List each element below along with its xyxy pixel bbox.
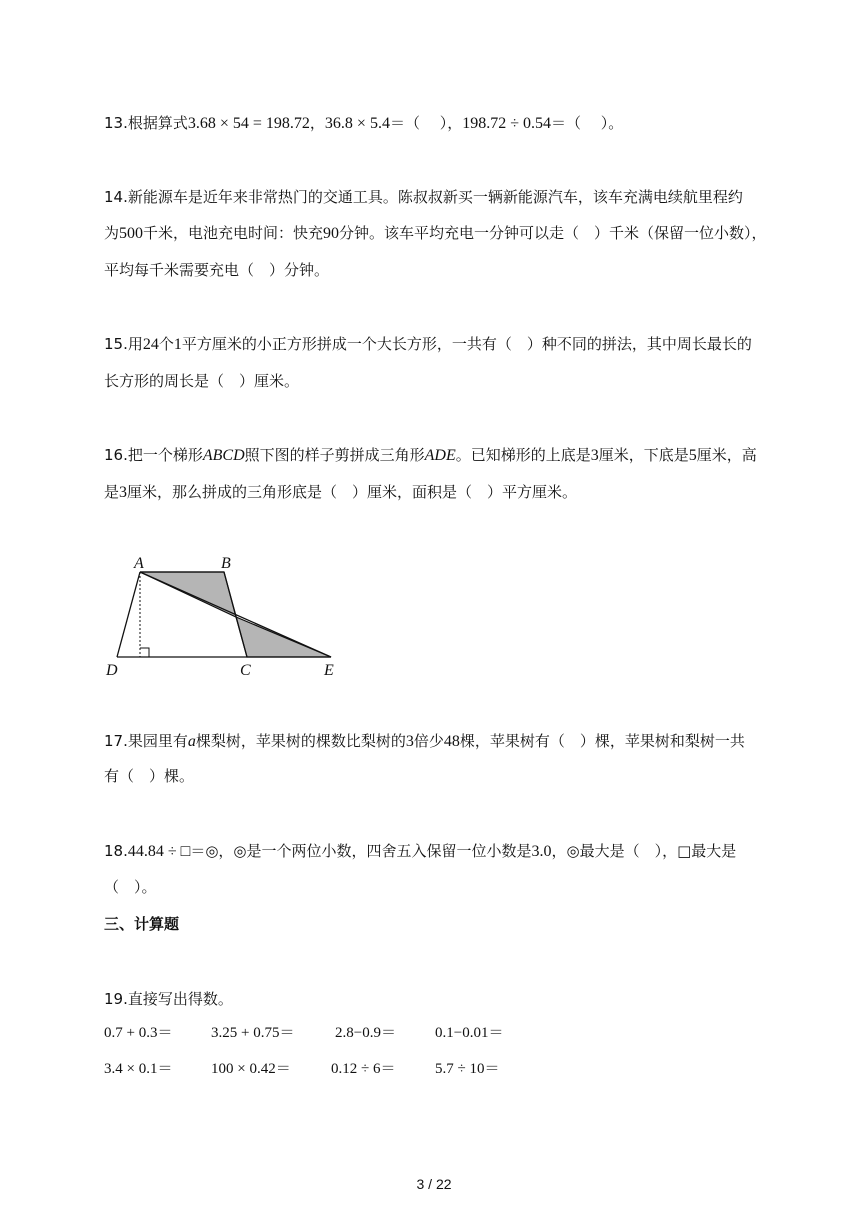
q16-text-c: 。已知梯形的上底是	[455, 446, 591, 464]
q14-charge-time-value: 90	[323, 225, 340, 242]
q18-rounded-value: 3.0	[531, 843, 552, 860]
cut-line-ae	[140, 572, 331, 657]
q13-prefix: 13.根据算式	[104, 114, 188, 132]
calc-item: 0.7 + 0.3＝	[104, 1025, 173, 1041]
question-13	[104, 112, 623, 135]
q17-text-c: 倍少	[413, 732, 444, 750]
calc-row-1	[104, 1022, 604, 1044]
q15-text-c: 平方厘米的小正方形拼成一个大长方形，一共有（ ）种不同的拼法，其中周长最长的	[181, 335, 752, 353]
trapezoid-side-ad	[117, 572, 140, 657]
question-15-line-1	[104, 333, 752, 356]
q16-text-e: 厘米，高	[696, 446, 757, 464]
q14-text-a: 为	[104, 224, 120, 242]
q16-height-value: 3	[119, 484, 128, 501]
q16-text-g: 厘米，那么拼成的三角形底是（ ）厘米，面积是（ ）平方厘米。	[127, 483, 578, 501]
label-b: B	[221, 555, 231, 572]
calc-item: 0.1−0.01＝	[435, 1025, 504, 1041]
q14-text-b: 千米，电池充电时间：快充	[143, 224, 324, 242]
question-16-line-2	[104, 481, 577, 504]
calc-row-2	[104, 1058, 604, 1080]
question-14-line-1: 14.新能源车是近年来非常热门的交通工具。陈叔叔新买一辆新能源汽车，该车充满电续航里程约	[104, 188, 743, 206]
q17-variable-a: a	[187, 733, 196, 750]
q16-trapezoid-name: ABCD	[202, 447, 245, 464]
label-d: D	[106, 662, 118, 679]
trapezoid-figure	[100, 548, 350, 683]
label-e: E	[324, 662, 334, 679]
q16-text-a: 16.把一个梯形	[104, 446, 203, 464]
q18-formula: 44.84 ÷ □	[127, 843, 191, 860]
question-18-line-2: （ ）。	[104, 878, 157, 896]
q17-text-d: 棵，苹果树有（ ）棵，苹果树和梨树一共	[459, 732, 745, 750]
q16-text-f: 是	[104, 483, 120, 501]
calc-item: 0.12 ÷ 6＝	[331, 1061, 396, 1077]
q17-text-b: 棵梨树，苹果树的棵数比梨树的	[195, 732, 406, 750]
q16-text-b: 照下图的样子剪拼成三角形	[244, 446, 425, 464]
question-16-line-1	[104, 444, 757, 467]
calc-item: 3.4 × 0.1＝	[104, 1061, 173, 1077]
q13-formula-3: 198.72 ÷ 0.54	[462, 115, 552, 132]
q16-bottom-base-value: 5	[688, 447, 697, 464]
question-19-title: 19.直接写出得数。	[104, 990, 233, 1008]
question-14-line-3: 平均每千米需要充电（ ）分钟。	[104, 261, 330, 279]
calc-item: 5.7 ÷ 10＝	[435, 1061, 500, 1077]
question-17-line-1	[104, 730, 745, 753]
label-a: A	[134, 555, 144, 572]
calc-item: 3.25 + 0.75＝	[211, 1025, 295, 1041]
q16-top-base-value: 3	[590, 447, 599, 464]
question-18-line-1	[104, 840, 736, 863]
q15-text-b: 个	[158, 335, 174, 353]
q17-difference-value: 48	[443, 733, 460, 750]
page-number: 3 / 22	[416, 1176, 452, 1192]
q13-blank-2: ＝（ ）。	[551, 114, 624, 132]
q18-text-b: ＝◎，◎是一个两位小数，四舍五入保留一位小数是	[190, 842, 532, 860]
q16-text-d: 厘米，下底是	[598, 446, 689, 464]
q15-count-value: 24	[142, 336, 159, 353]
q13-sep-1: ，	[309, 114, 325, 132]
question-14-line-2	[104, 222, 767, 245]
q15-unit-value: 1	[173, 336, 182, 353]
q17-multiplier-value: 3	[405, 733, 414, 750]
q16-triangle-name: ADE	[424, 447, 456, 464]
question-15-line-2: 长方形的周长是（ ）厘米。	[104, 372, 300, 390]
q13-formula-2: 36.8 × 5.4	[324, 115, 390, 132]
q13-blank-1: ＝（ ）	[389, 114, 448, 132]
q14-text-c: 分钟。该车平均充电一分钟可以走（ ）千米（保留一位小数），	[339, 224, 767, 242]
question-17-line-2: 有（ ）棵。	[104, 767, 195, 785]
label-c: C	[240, 662, 251, 679]
q18-text-c: ，◎最大是（ ），□最大是	[551, 842, 737, 860]
q13-formula-1: 3.68 × 54 = 198.72	[187, 115, 310, 132]
section-title: 三、计算题	[104, 915, 180, 933]
q14-range-value: 500	[119, 225, 144, 242]
calc-item: 100 × 0.42＝	[211, 1061, 291, 1077]
q17-text-a: 17.果园里有	[104, 732, 188, 750]
q13-sep-2: ，	[447, 114, 463, 132]
right-angle-mark	[140, 648, 149, 657]
q15-text-a: 15.用	[104, 335, 143, 353]
q18-number: 18.	[104, 842, 128, 860]
calc-item: 2.8−0.9＝	[335, 1025, 396, 1041]
